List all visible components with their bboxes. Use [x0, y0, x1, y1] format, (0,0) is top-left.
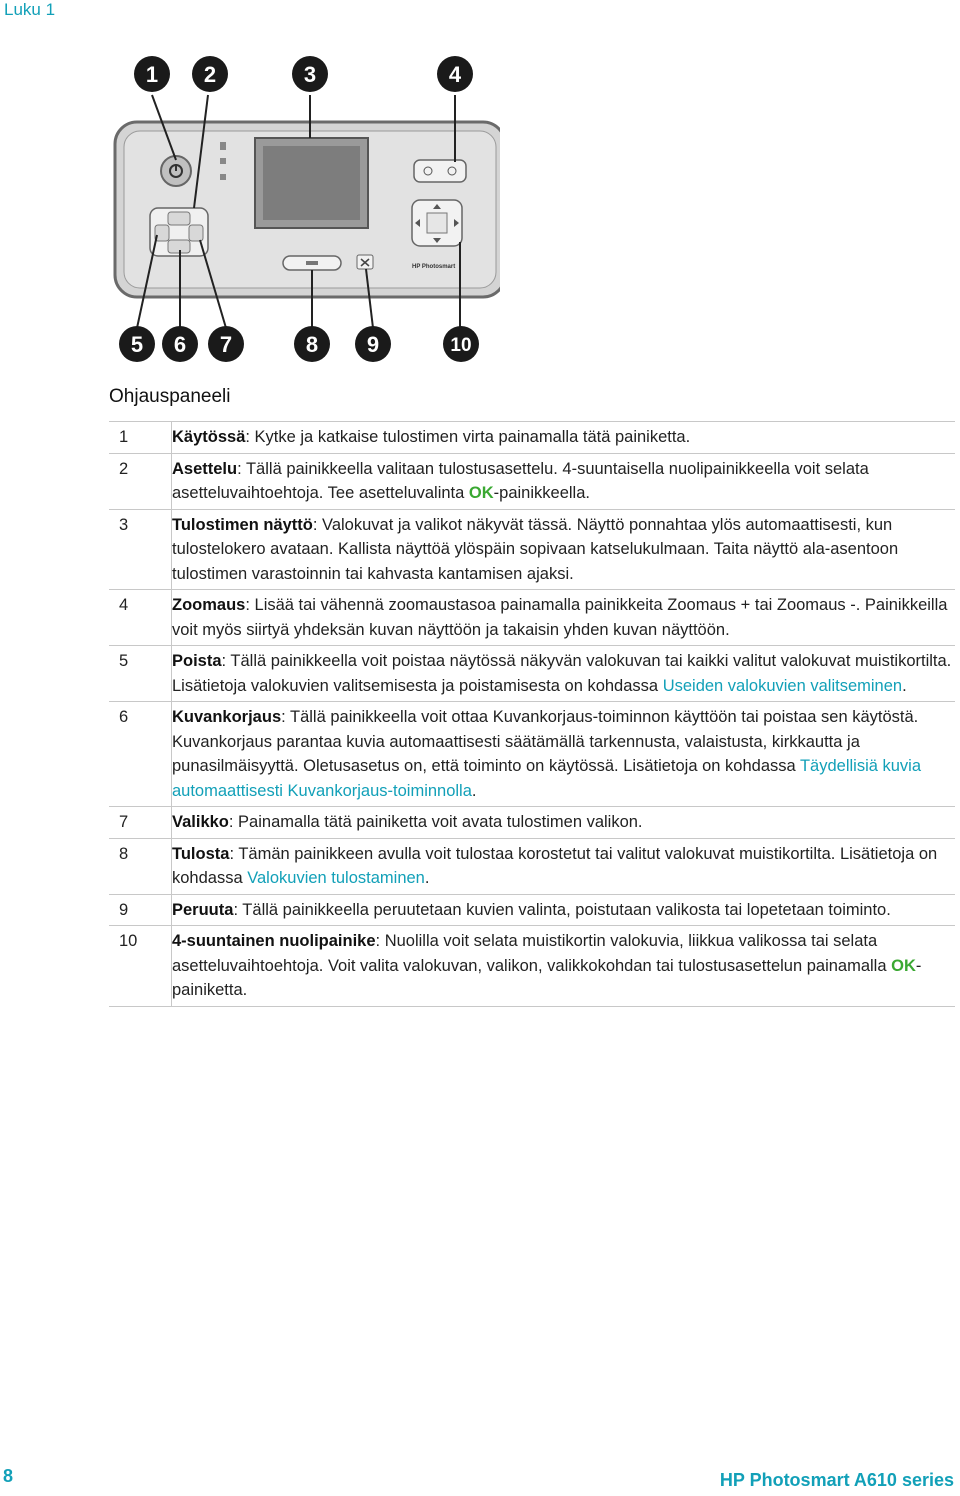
- controls-table: [109, 421, 955, 1007]
- item-description: [172, 926, 956, 1007]
- item-description: [172, 838, 956, 894]
- item-term: Asettelu: [172, 459, 238, 478]
- product-name: HP Photosmart A610 series: [719, 1470, 954, 1490]
- item-term: Zoomaus: [172, 596, 246, 614]
- callout-4: 4: [448, 62, 462, 87]
- item-text: .: [471, 781, 477, 800]
- item-description: [172, 807, 956, 839]
- item-text: : Tällä painikkeella voit ottaa Kuvankorjaus-toiminnon käyttöön tai poistaa sen käytöstä. Kuvankorjaus parantaa kuvia automaattisesti säätämällä tarkennusta, valaistusta, kirkkautta ja punasilmäisyyttä. Oletusasetus on, että toiminto on käytössä. Lisätietoja on kohdassa: [172, 708, 919, 775]
- chapter-label: Luku 1: [4, 0, 56, 19]
- table-row: [109, 453, 955, 509]
- callout-1: 1: [145, 62, 159, 87]
- table-row: [109, 807, 955, 839]
- table-row: [109, 590, 955, 646]
- item-text: : Lisää tai vähennä zoomaustasoa painamalla painikkeita Zoomaus + tai Zoomaus -. Painikkeilla voit myös siirtyä yhdeksän kuvan näyttöön ja takaisin yhden kuvan näyttöön.: [172, 596, 948, 639]
- callout-3: 3: [303, 62, 317, 87]
- item-term: Valikko: [172, 813, 229, 831]
- callout-2: 2: [203, 62, 217, 87]
- item-text: : Valokuvat ja valikot näkyvät tässä. Näyttö ponnahtaa ylös automaattisesti, kun tulostelokero avataan. Kallista näyttöä ylöspäin sopivaan katselukulmaan. Taita näyttö ala-asentoon tulostimen varastoinnin tai kahvasta kantamisen ajaksi.: [172, 515, 899, 583]
- table-row: [109, 646, 955, 702]
- item-text: : Painamalla tätä painiketta voit avata tulostimen valikon.: [228, 813, 643, 831]
- table-row: [109, 894, 955, 926]
- section-title: Ohjauspaneeli: [109, 386, 231, 407]
- table-row: [109, 838, 955, 894]
- item-number: 7: [119, 813, 129, 831]
- table-row: [109, 702, 955, 807]
- item-number: 2: [119, 459, 129, 478]
- item-text: -painiketta.: [172, 956, 922, 999]
- item-number: 4: [119, 596, 129, 614]
- item-number: 5: [119, 652, 129, 670]
- cross-reference-link[interactable]: Valokuvien tulostaminen: [247, 869, 425, 887]
- item-number: 8: [119, 844, 129, 863]
- cross-reference-link[interactable]: Useiden valokuvien valitseminen: [662, 676, 903, 695]
- zoom-buttons: [414, 160, 466, 182]
- item-number: 3: [119, 515, 129, 534]
- callout-8: 8: [305, 332, 319, 357]
- item-term: Kuvankorjaus: [172, 708, 282, 726]
- callout-6: 6: [173, 332, 187, 357]
- item-description: [172, 590, 956, 646]
- item-text: : Tämän painikkeen avulla voit tulostaa korostetut tai valitut valokuvat muistikortilta. Lisätietoja on kohdassa: [172, 844, 938, 887]
- panel-brand-text: HP Photosmart: [412, 264, 456, 270]
- item-description: [172, 453, 956, 509]
- item-term: Peruuta: [172, 900, 234, 919]
- page-number: 8: [3, 1466, 14, 1486]
- item-number: 6: [119, 708, 129, 726]
- item-term: Käytössä: [172, 428, 246, 446]
- item-description: [172, 702, 956, 807]
- item-term: Tulostimen näyttö: [172, 515, 313, 534]
- item-number: 1: [119, 428, 129, 446]
- item-description: [172, 509, 956, 590]
- item-text: : Nuolilla voit selata muistikortin valokuvia, liikkua valikossa tai selata asetteluvaihtoehtoja. Voit valita valokuvan, valikon, valikkokohdan tai tulostusasettelun painamalla: [172, 932, 892, 975]
- table-row: [109, 422, 955, 454]
- callout-5: 5: [130, 332, 144, 357]
- ok-key-text: OK: [468, 484, 494, 502]
- ok-key-text: OK: [891, 956, 916, 975]
- callout-7: 7: [219, 332, 233, 357]
- item-number: 10: [119, 932, 138, 950]
- item-description: [172, 894, 956, 926]
- callout-10: 10: [450, 335, 472, 356]
- table-row: [109, 926, 955, 1007]
- cross-reference-link[interactable]: Täydellisiä kuvia automaattisesti Kuvankorjaus-toiminnolla: [172, 757, 922, 800]
- item-text: : Kytke ja katkaise tulostimen virta painamalla tätä painiketta.: [245, 428, 691, 446]
- control-panel-figure: [100, 50, 500, 370]
- item-text: -painikkeella.: [493, 484, 590, 502]
- table-row: [109, 509, 955, 590]
- item-text: : Tällä painikkeella peruutetaan kuvien valinta, poistutaan valikosta tai lopetetaan toiminto.: [233, 900, 891, 919]
- item-description: [172, 646, 956, 702]
- callout-9: 9: [366, 332, 380, 357]
- item-text: .: [902, 676, 907, 695]
- item-text: .: [424, 869, 430, 887]
- item-number: 9: [119, 900, 129, 919]
- item-term: 4-suuntainen nuolipainike: [172, 932, 376, 950]
- item-description: [172, 422, 956, 454]
- item-term: Tulosta: [172, 844, 230, 863]
- item-text: : Tällä painikkeella voit poistaa näytössä näkyvän valokuvan tai kaikki valitut valokuvat muistikortilta. Lisätietoja valokuvien valitsemisesta ja poistamisesta on kohdassa: [172, 652, 952, 695]
- item-term: Poista: [172, 652, 222, 670]
- item-text: : Tällä painikkeella valitaan tulostusasettelu. 4-suuntaisella nuolipainikkeella voit selata asetteluvaihtoehtoja. Tee asetteluvalinta: [172, 459, 869, 502]
